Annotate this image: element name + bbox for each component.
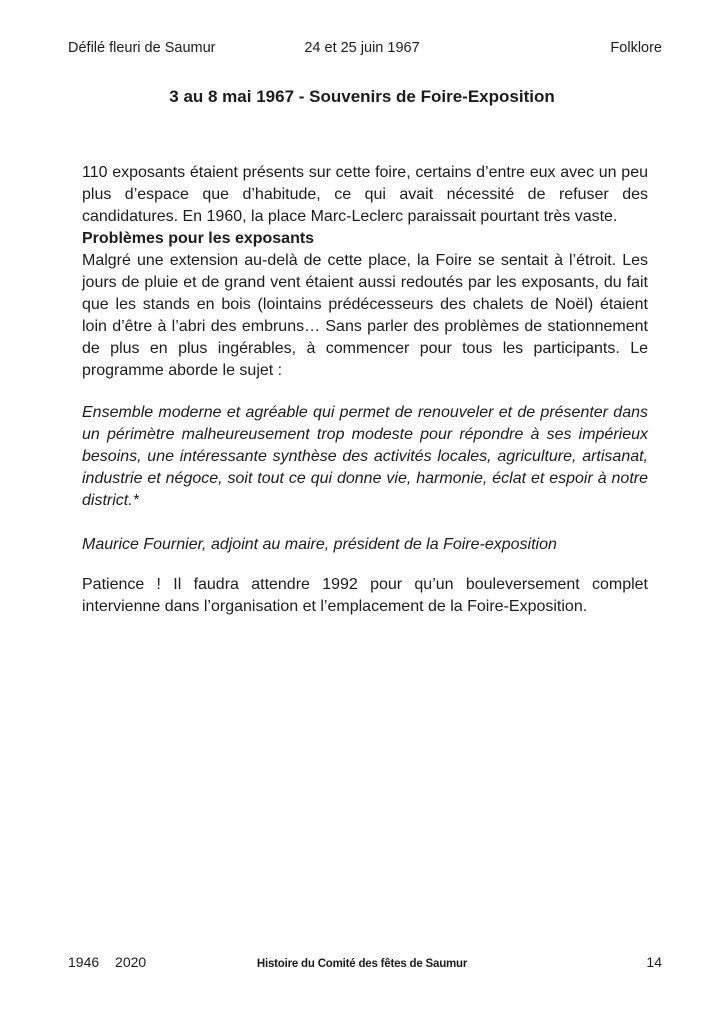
- footer-year-start: 1946: [68, 954, 100, 970]
- paragraph-problems: Malgré une extension au-delà de cette place, la Foire se sentait à l’étroit. Les jours de pluie et de grand vent étaient aussi redoutés par les exposants, du fait que les stands en bois (lointains prédécesseurs des chalets de Noël) étaient loin d’être à l’abri des embruns… Sans parler des problèmes de stationnement de plus en plus ingérables, à commencer pour tous les participants. Le programme aborde le sujet :: [82, 252, 648, 379]
- footer-year-end: 2020: [115, 954, 147, 970]
- footer-years: [68, 952, 146, 972]
- paragraph-attribution: Maurice Fournier, adjoint au maire, président de la Foire-exposition: [82, 536, 557, 553]
- section-heading: Problèmes pour les exposants: [82, 230, 315, 247]
- paragraph-patience: Patience ! Il faudra attendre 1992 pour qu’un bouleversement complet intervienne dans l’organisation et l’emplacement de la Foire-Exposition.: [82, 576, 648, 615]
- header-date: 24 et 25 juin 1967: [304, 40, 420, 56]
- paragraph-quote: Ensemble moderne et agréable qui permet de renouveler et de présenter dans un périmètre malheureusement trop modeste pour répondre à ses impérieux besoins, une intéressante synthèse des activités locales, agriculture, artisanat, industrie et négoce, soit tout ce qui donne vie, harmonie, éclat et espoir à notre district.*: [82, 404, 648, 509]
- header-event-title: Défilé fleuri de Saumur: [68, 40, 216, 56]
- header-section-label: Folklore: [610, 40, 662, 56]
- footer-book-title: Histoire du Comité des fêtes de Saumur: [256, 958, 468, 970]
- running-header: [68, 38, 662, 58]
- body-text: [82, 162, 648, 618]
- footer-page-number: 14: [646, 954, 662, 970]
- page-title: 3 au 8 mai 1967 - Souvenirs de Foire-Exposition: [169, 87, 555, 106]
- page-footer: [68, 952, 662, 972]
- paragraph-intro: 110 exposants étaient présents sur cette foire, certains d’entre eux avec un peu plus d’espace que d’habitude, ce qui avait nécessité de refuser des candidatures. En 1960, la place Marc-Leclerc paraissait pourtant très vaste.: [82, 164, 648, 225]
